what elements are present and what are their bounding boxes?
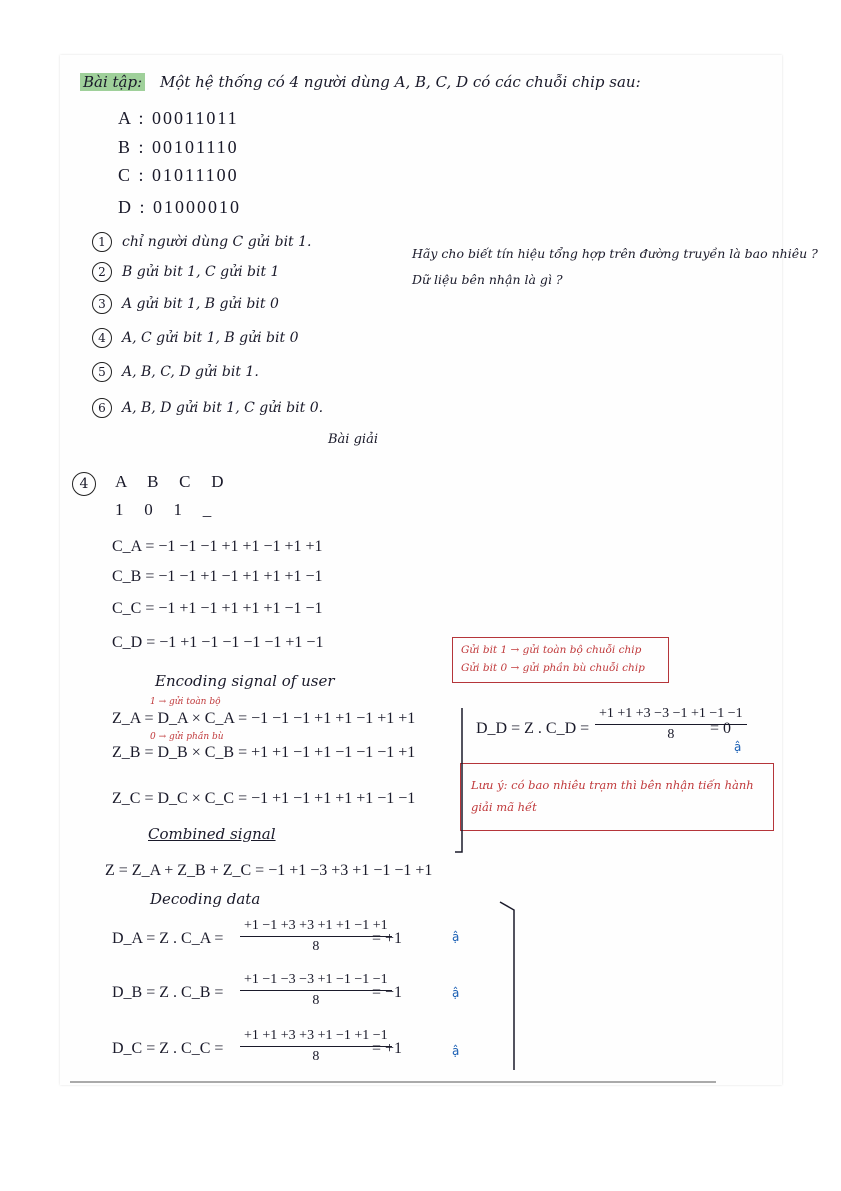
- users-header: A B C D: [115, 472, 226, 491]
- note-send-inverse: 0 → gửi phần bù: [150, 732, 224, 742]
- chip-row-a: A : 00011011: [118, 108, 239, 128]
- note-send-all: 1 → gửi toàn bộ: [150, 697, 221, 707]
- encoded-row: Z_A = D_A × C_A = −1 −1 −1 +1 +1 −1 +1 +1: [112, 710, 416, 727]
- bits-row: 1 0 1 _: [115, 500, 214, 519]
- question-line-1: Hãy cho biết tín hiệu tổng hợp trên đường truyền là bao nhiêu ?: [412, 246, 818, 261]
- exercise-label: Bài tập:: [80, 73, 145, 91]
- note-text: Lưu ý: có bao nhiêu trạm thì bên nhận tiến hành giải mã hết: [471, 778, 754, 814]
- chip-vector-row: C_C = −1 +1 −1 +1 +1 +1 −1 −1: [112, 600, 323, 617]
- dd-fraction: $\frac{+1 +1 +3 -3 -1 +1 -1 -1}{8}$: [595, 706, 747, 743]
- encoded-row: Z_C = D_C × C_C = −1 +1 −1 +1 +1 +1 −1 −1: [112, 790, 416, 807]
- marker: ậ: [452, 930, 460, 944]
- marker: ậ: [734, 740, 742, 754]
- exercise-text: Một hệ thống có 4 người dùng A, B, C, D có các chuỗi chip sau:: [159, 73, 641, 91]
- case-item: 1 chỉ người dùng C gửi bit 1.: [92, 232, 312, 252]
- chip-row-c: C : 01011100: [118, 165, 239, 185]
- case-item: 5 A, B, C, D gửi bit 1.: [92, 362, 259, 382]
- marker: ậ: [452, 986, 460, 1000]
- marker: ậ: [452, 1044, 460, 1058]
- decoded-fraction: $\frac{+1 -1 -3 -3 +1 -1 -1 -1}{8}$: [240, 972, 392, 1009]
- rule-line-1: Gửi bit 1 → gửi toàn bộ chuỗi chip: [461, 644, 642, 656]
- decoded-fraction: $\frac{+1 +1 +3 +3 +1 -1 +1 -1}{8}$: [240, 1028, 392, 1065]
- chip-vector-row: C_B = −1 −1 +1 −1 +1 +1 +1 −1: [112, 568, 323, 585]
- dd-result: = 0: [710, 720, 732, 737]
- chip-vector-row: C_D = −1 +1 −1 −1 −1 −1 +1 −1: [112, 634, 324, 651]
- solution-heading: Bài giải: [328, 432, 378, 447]
- case-item: 6 A, B, D gửi bit 1, C gửi bit 0.: [92, 398, 323, 418]
- decoded-result: = −1: [372, 984, 403, 1001]
- case-item: 3 A gửi bit 1, B gửi bit 0: [92, 294, 279, 314]
- decoded-fraction: $\frac{+1 -1 +3 +3 +1 +1 -1 +1}{8}$: [240, 918, 392, 955]
- case-item: 4 A, C gửi bit 1, B gửi bit 0: [92, 328, 298, 348]
- combined-signal: Z = Z_A + Z_B + Z_C = −1 +1 −3 +3 +1 −1 −1 +1: [105, 862, 433, 879]
- decoded-result: = +1: [372, 930, 403, 947]
- case-item: 2 B gửi bit 1, C gửi bit 1: [92, 262, 279, 282]
- combined-title: Combined signal: [148, 825, 276, 843]
- decoded-result: = +1: [372, 1040, 403, 1057]
- question-line-2: Dữ liệu bên nhận là gì ?: [412, 272, 563, 287]
- encoded-row: Z_B = D_B × C_B = +1 +1 −1 +1 −1 −1 −1 +1: [112, 744, 416, 761]
- chip-row-d: D : 01000010: [118, 197, 241, 217]
- encoding-title: Encoding signal of user: [155, 672, 335, 690]
- rule-line-2: Gửi bit 0 → gửi phần bù chuỗi chip: [461, 662, 645, 674]
- decoding-title: Decoding data: [150, 890, 261, 908]
- chip-row-b: B : 00101110: [118, 137, 239, 157]
- solution-case-badge: 4: [72, 472, 106, 496]
- chip-vector-row: C_A = −1 −1 −1 +1 +1 −1 +1 +1: [112, 538, 323, 555]
